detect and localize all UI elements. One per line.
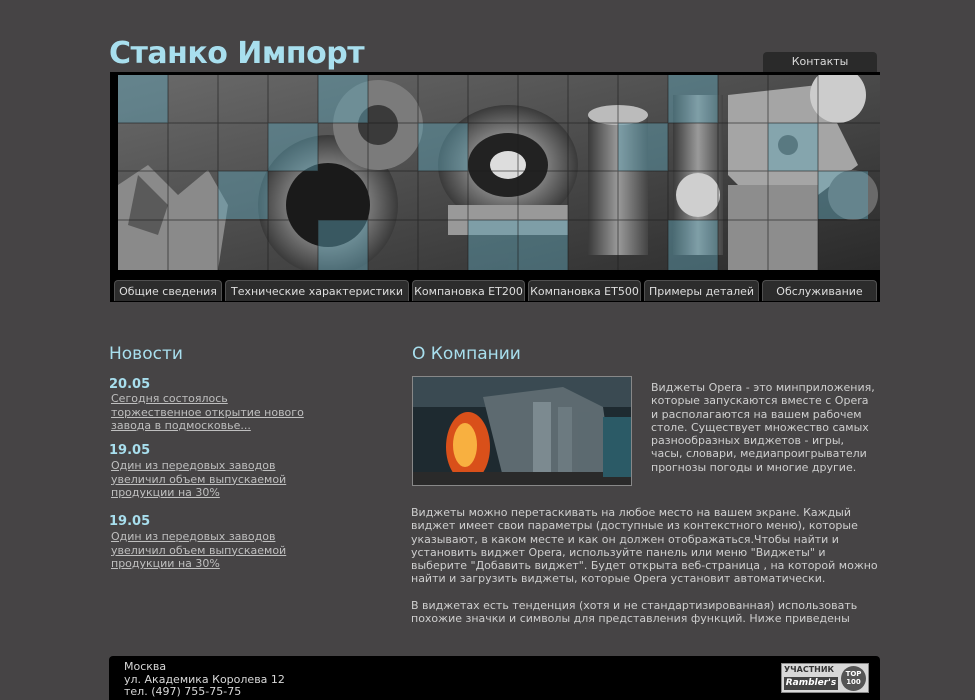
footer <box>109 656 880 700</box>
news-date: 19.05 <box>109 514 151 529</box>
counter-brand: Rambler's <box>785 678 837 688</box>
about-paragraph: В виджетах есть тенденция (хотя и не стандартизированная) использовать похожие значки и символы для представления функций. Ниже приведены <box>411 599 858 626</box>
tab-general[interactable]: Общие сведения <box>114 280 222 301</box>
news-heading: Новости <box>109 344 183 364</box>
footer-city: Москва <box>124 660 167 673</box>
tab-layout-et500[interactable]: Компановка ET500 <box>528 280 641 301</box>
news-link[interactable]: Сегодня состоялось торжественное открытие нового завода в подмосковье... <box>111 392 304 432</box>
counter-label: УЧАСТНИК <box>784 665 835 674</box>
banner-image <box>118 75 880 270</box>
header-banner <box>110 72 880 302</box>
news-date: 20.05 <box>109 377 151 392</box>
rambler-top100-counter[interactable] <box>781 663 869 693</box>
footer-address: ул. Академика Королева 12 <box>124 673 285 686</box>
tab-specifications[interactable]: Технические характеристики <box>225 280 409 301</box>
about-heading: О Компании <box>412 344 521 364</box>
footer-phone: тел. (497) 755-75-75 <box>124 685 242 698</box>
about-intro-text: Виджеты Opera - это минприложения, которые запускаются вместе с Opera и располагаются на вашем рабочем столе. Существует множество самых разнообразных виджетов - игры, часы, словари, медиапроигрыватели прогнозы погоды и многие другие. <box>651 381 875 474</box>
news-link[interactable]: Один из передовых заводов увеличил объем выпускаемой продукции на 30% <box>111 459 287 499</box>
contacts-link[interactable]: Контакты <box>763 52 877 72</box>
about-paragraph: Виджеты можно перетаскивать на любое место на вашем экране. Каждый виджет имеет свои параметры (доступные из контекстного меню), которые указывают, в каком месте и как он должен отображаться.Чтобы найти и установить виджет Opera, используйте панель или меню "Виджеты" и выберите "Добавить виджет". Будет открыта веб-страница , на которой можно найти и загрузить виджеты, которые Opera установит автоматически. <box>411 506 878 586</box>
news-date: 19.05 <box>109 443 151 458</box>
factory-photo <box>412 376 632 486</box>
tab-parts-examples[interactable]: Примеры деталей <box>644 280 759 301</box>
news-link[interactable]: Один из передовых заводов увеличил объем выпускаемой продукции на 30% <box>111 530 287 570</box>
tab-layout-et200[interactable]: Компановка ET200 <box>412 280 525 301</box>
tab-service[interactable]: Обслуживание <box>762 280 877 301</box>
top100-badge: TOP 100 <box>841 666 866 691</box>
site-logo[interactable]: Станко Импорт <box>109 36 365 71</box>
main-nav <box>110 280 880 302</box>
